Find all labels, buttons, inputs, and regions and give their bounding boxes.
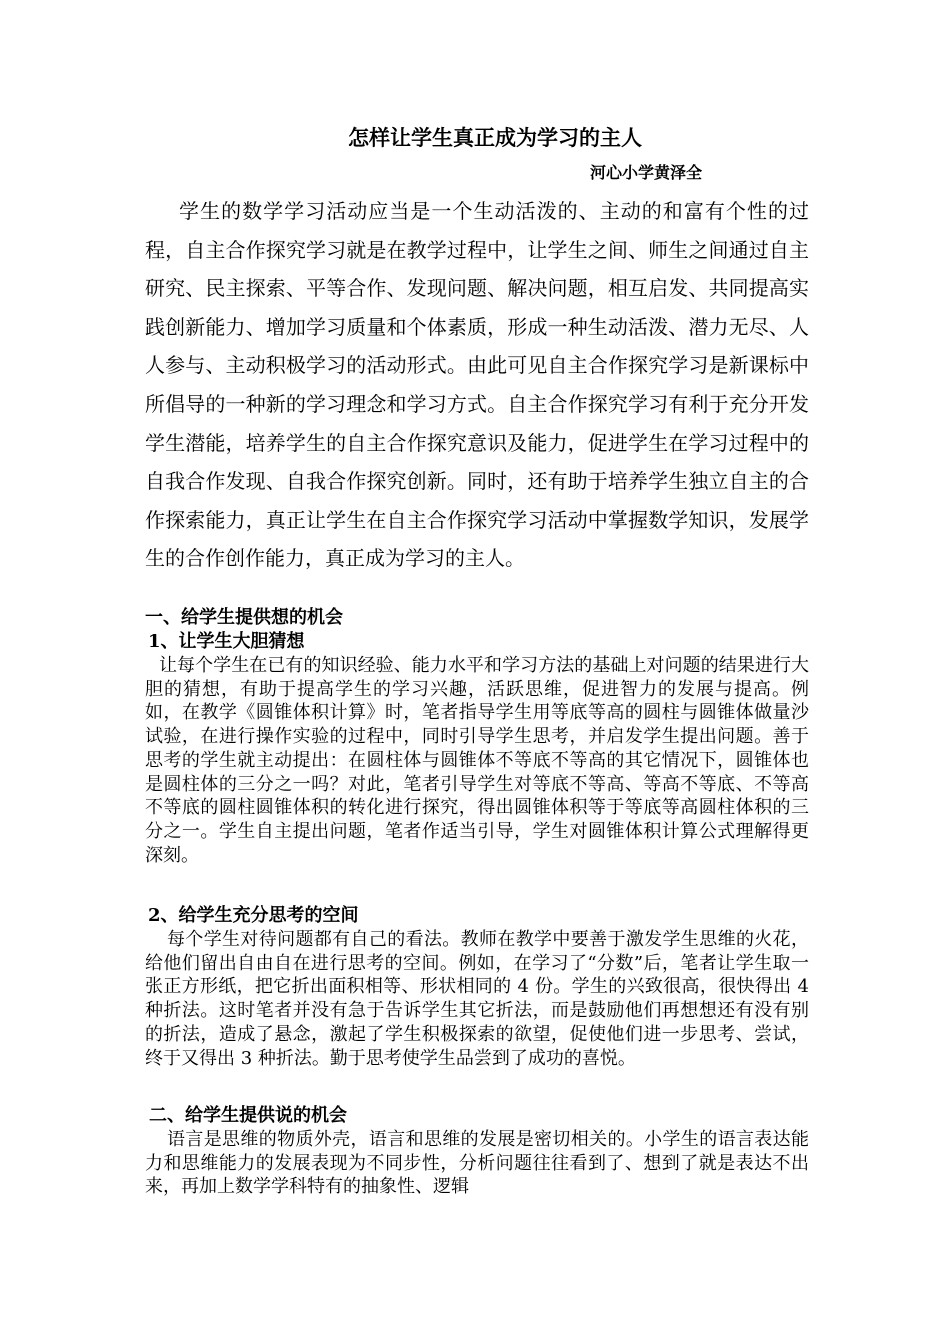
subsection-2-paragraph: 每个学生对待问题都有自己的看法。教师在教学中要善于激发学生思维的火花，给他们留出自由自在进行思考的空间。例如，在学习了“分数”后，笔者让学生取一张正方形纸，把它折出面积相等、形状相同的 4 份。学生的兴致很高，很快得出 4 种折法。这时笔者并没有急于告诉学生其它折法，而是鼓励他们再想想还有没有别的折法，造成了悬念，激起了学生积极探索的欲望，促使他们进一步思考、尝试，终于又得出 3 种折法。勤于思考使学生品尝到了成功的喜悦。 — [145, 929, 809, 1069]
author-line: 河心小学黄泽全 — [590, 163, 703, 182]
subsection-heading-1: 1、让学生大胆猜想 — [148, 631, 305, 652]
intro-paragraph: 学生的数学学习活动应当是一个生动活泼的、主动的和富有个性的过程，自主合作探究学习就是在教学过程中，让学生之间、师生之间通过自主研究、民主探索、平等合作、发现问题、解决问题，相互启发、共同提高实践创新能力、增加学习质量和个体素质，形成一种生动活泼、潜力无尽、人人参与、主动积极学习的活动形式。由此可见自主合作探究学习是新课标中所倡导的一种新的学习理念和学习方式。自主合作探究学习有利于充分开发学生潜能，培养学生的自主合作探究意识及能力，促进学生在学习过程中的自我合作发现、自我合作探究创新。同时，还有助于培养学生独立自主的合作探索能力，真正让学生在自主合作探究学习活动中掌握数学知识，发展学生的合作创作能力，真正成为学习的主人。 — [145, 199, 809, 571]
section-2-paragraph: 语言是思维的物质外壳，语言和思维的发展是密切相关的。小学生的语言表达能力和思维能力的发展表现为不同步性，分析问题往往看到了、想到了就是表达不出来，再加上数学学科特有的抽象性、逻辑 — [145, 1129, 809, 1198]
section-heading-2: 二、给学生提供说的机会 — [149, 1105, 347, 1126]
section-heading-1: 一、给学生提供想的机会 — [145, 607, 343, 628]
subsection-heading-2: 2、给学生充分思考的空间 — [148, 905, 359, 926]
subsection-1-paragraph: 让每个学生在已有的知识经验、能力水平和学习方法的基础上对问题的结果进行大胆的猜想，有助于提高学生的学习兴趣，活跃思维，促进智力的发展与提高。例如，在教学《圆锥体积计算》时，笔者指导学生用等底等高的圆柱与圆锥体做量沙试验，在进行操作实验的过程中，同时引导学生思考，并启发学生提出问题。善于思考的学生就主动提出：在圆柱体与圆锥体不等底不等高的其它情况下，圆锥体也是圆柱体的三分之一吗？对此，笔者引导学生对等底不等高、等高不等底、不等高不等底的圆柱圆锥体积的转化进行探究，得出圆锥体积等于等底等高圆柱体积的三分之一。学生自主提出问题，笔者作适当引导，学生对圆锥体积计算公式理解得更深刻。 — [145, 655, 809, 866]
document-title: 怎样让学生真正成为学习的主人 — [348, 125, 642, 150]
